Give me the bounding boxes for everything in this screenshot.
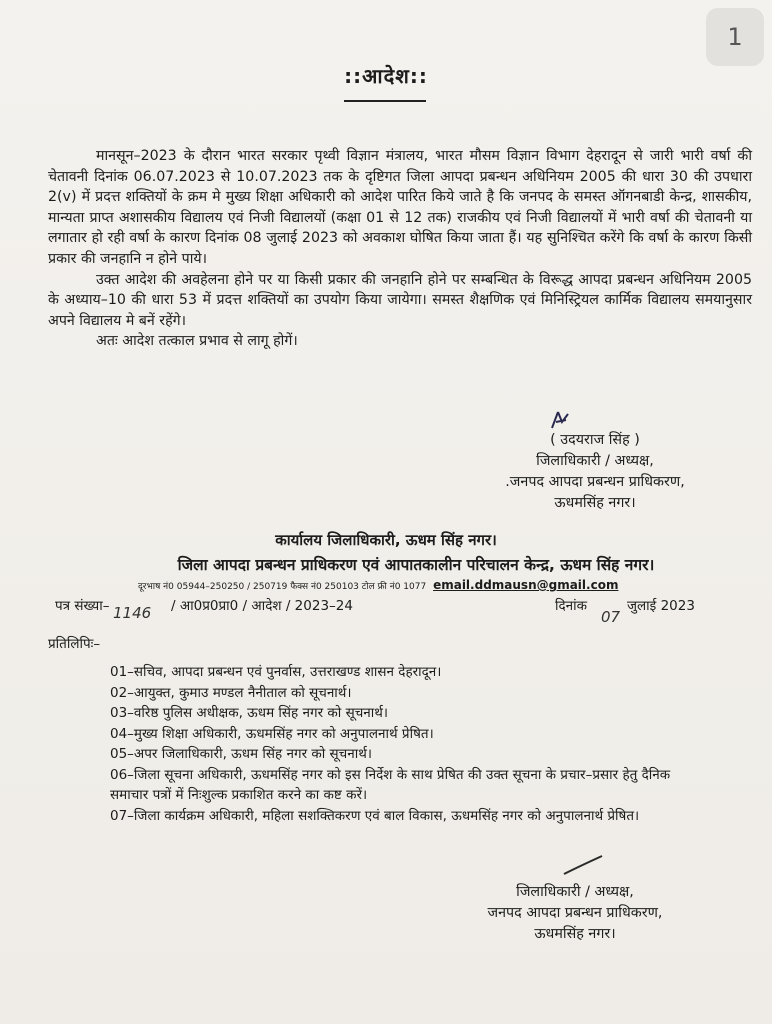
copy-to-label: प्रतिलिपिः– [48, 636, 101, 652]
list-item: 03–वरिष्ठ पुलिस अधीक्षक, ऊधम सिंह नगर को सूचनार्थ। [110, 705, 389, 721]
signatory-block [470, 430, 720, 514]
footer-signatory-block [450, 882, 700, 945]
office-title: कार्यालय जिलाधिकारी, ऊधम सिंह नगर। [275, 531, 497, 549]
list-item: 04–मुख्य शिक्षा अधिकारी, ऊधमसिंह नगर को अनुपालनार्थ प्रेषित। [110, 725, 434, 742]
letter-number-label: पत्र संख्या– [55, 598, 110, 614]
letter-reference: / आ0प्र0प्रा0 / आदेश / 2023–24 [171, 598, 353, 614]
signature-initial [548, 408, 572, 432]
order-paragraph-2: उक्त आदेश की अवहेलना होने पर या किसी प्रकार की जनहानि होने पर सम्बन्धित के विरूद्ध आपदा प्रबन्धन अधिनियम 2005 के अध्याय–10 की धारा 53 में प्रदत्त शक्तियों का उपयोग किया जायेगा। समस्त शैक्षणिक एवं मिनिस्ट्रियल कार्मिक विद्यालय समयानुसार अपने विद्यालय मे बनें रहेंगे। [48, 271, 752, 329]
page-number-badge: 1 [706, 8, 764, 66]
signatory-designation: जिलाधिकारी / अध्यक्ष, [536, 453, 654, 469]
footer-authority: जनपद आपदा प्रबन्धन प्राधिकरण, [487, 905, 663, 921]
list-item: 01–सचिव, आपदा प्रबन्धन एवं पुनर्वास, उत्तराखण्ड शासन देहरादून। [110, 664, 442, 680]
order-paragraph-3: अतः आदेश तत्काल प्रभाव से लागू होगें। [96, 333, 298, 350]
list-item: 05–अपर जिलाधिकारी, ऊधम सिंह नगर को सूचनार्थ। [110, 746, 372, 762]
order-heading: ::आदेश:: [344, 64, 428, 88]
office-subtitle: जिला आपदा प्रबन्धन प्राधिकरण एवं आपातकालीन परिचालन केन्द्र, ऊधम सिंह नगर। [177, 556, 655, 574]
order-paragraph-1: मानसून–2023 के दौरान भारत सरकार पृथ्वी विज्ञान मंत्रालय, भारत मौसम विज्ञान विभाग देहरादून से जारी भारी वर्षा की चेतावनी दिनांक 06.07.2023 से 10.07.2023 तक के दृष्टिगत जिला आपदा प्रबन्धन अधिनियम 2005 की धारा 30 की उपधारा 2(v) में प्रदत्त शक्तियों के क्रम मे मुख्य शिक्षा अधिकारी को आदेश पारित किये जाते है कि जनपद के समस्त ऑगनबाडी केन्द्र, शासकीय, मान्यता प्राप्त अशासकीय विद्यालय एवं निजी विद्यालयों (कक्षा 01 से 12 तक) राजकीय एवं निजी विद्यालयों में भारी वर्षा की चेतावनी या लगातार हो रही वर्षा के कारण दिनांक 08 जुलाई 2023 को अवकाश घोषित किया जाता हैं। यह सुनिश्चित करेंगे कि वर्षा के कारण किसी प्रकार की जनहानि न होने पाये। [48, 148, 752, 267]
list-item: 07–जिला कार्यक्रम अधिकारी, महिला सशक्तिकरण एवं बाल विकास, ऊधमसिंह नगर को अनुपालनार्थ प्रेषित। [110, 807, 640, 824]
order-body [48, 146, 752, 352]
list-item: 02–आयुक्त, कुमाउ मण्डल नैनीताल को सूचनार्थ। [110, 684, 352, 701]
footer-designation: जिलाधिकारी / अध्यक्ष, [516, 884, 634, 900]
heading-underline [344, 100, 426, 102]
date-day: 07 [601, 608, 621, 626]
signatory-place: ऊधमसिंह नगर। [554, 495, 636, 511]
footer-place: ऊधमसिंह नगर। [534, 926, 616, 942]
email-link[interactable]: email.ddmausn@gmail.com [433, 578, 619, 592]
signature-stroke [560, 852, 606, 878]
signatory-name: ( उदयराज सिंह ) [550, 432, 640, 448]
list-item: 06–जिला सूचना अधिकारी, ऊधमसिंह नगर को इस निर्देश के साथ प्रेषित की उक्त सूचना के प्रचार–प्रसार हेतु दैनिक समाचार पत्रों में निःशुल्क प्रकाशित करने का कष्ट करें। [110, 766, 671, 803]
letter-number: 1146 [113, 604, 152, 622]
signatory-authority: .जनपद आपदा प्रबन्धन प्राधिकरण, [505, 474, 685, 490]
letter-reference-line [55, 596, 695, 626]
copy-to-list [110, 662, 710, 826]
contact-line [138, 578, 618, 592]
contact-numbers: दूरभाष नं0 05944–250250 / 250719 फैक्स नं0 250103 टोल फ्री नं0 1077 [138, 582, 427, 592]
date-month-year: जुलाई 2023 [627, 598, 695, 614]
date-label: दिनांक [555, 598, 588, 614]
